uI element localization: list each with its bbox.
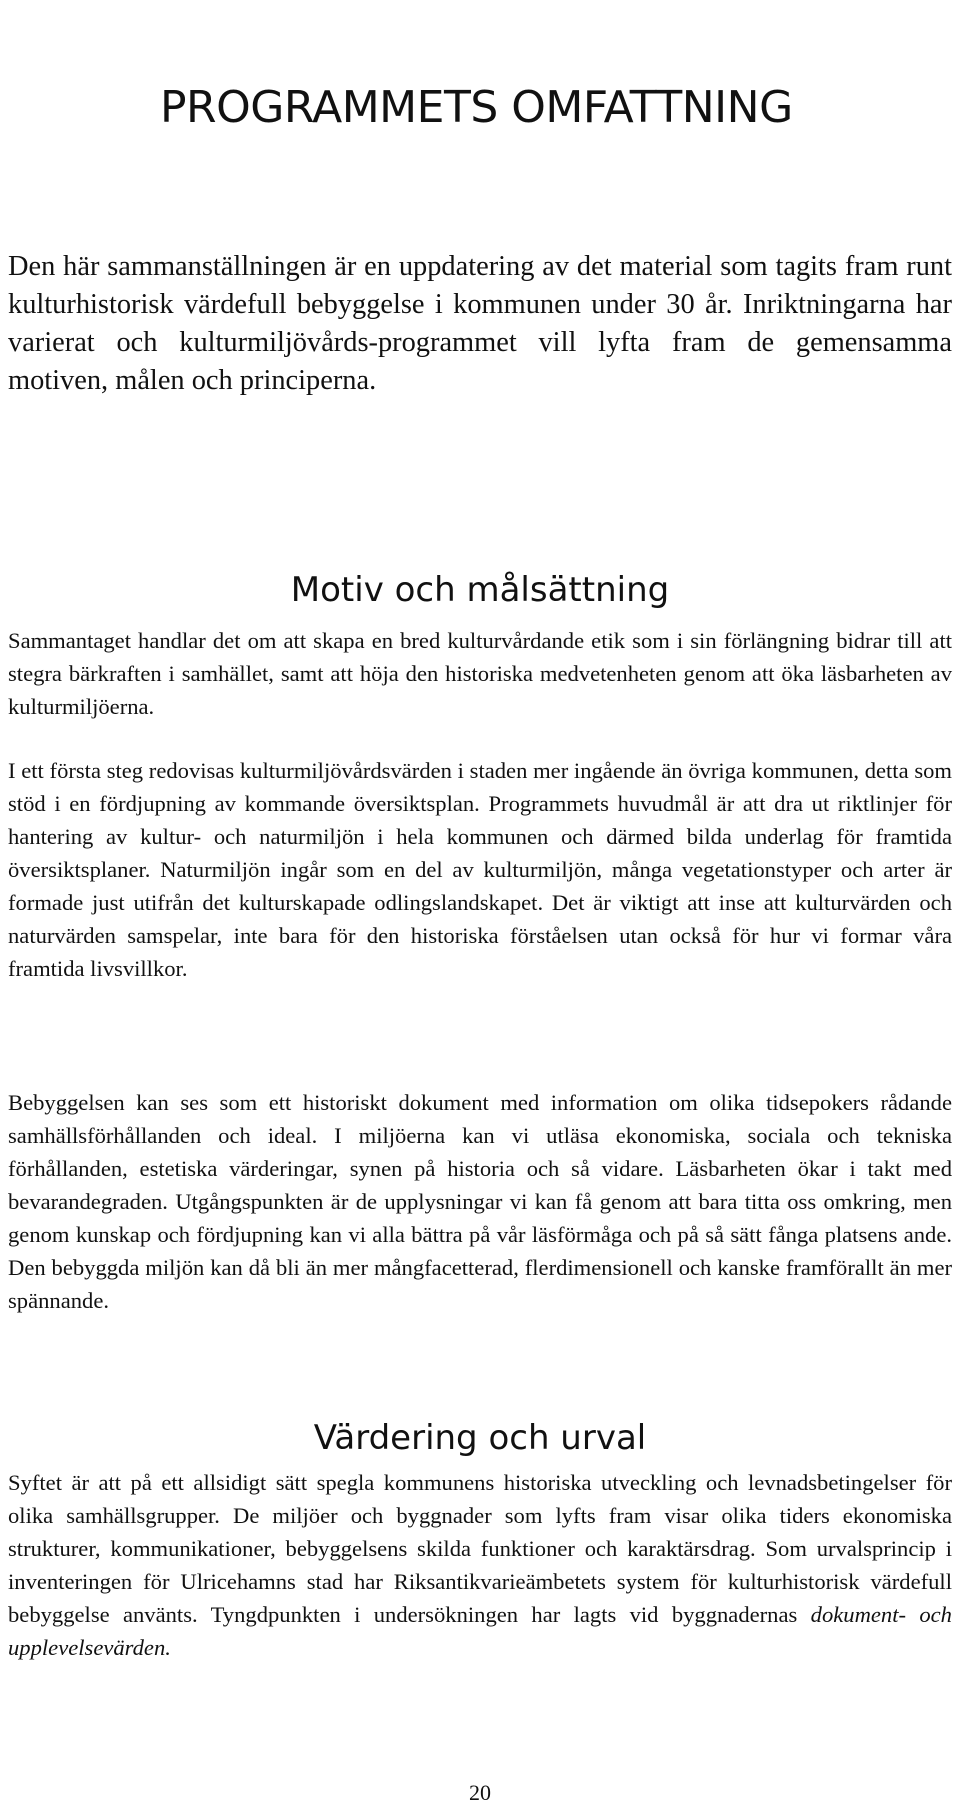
paragraph-motiv-1: Sammantaget handlar det om att skapa en bred kulturvårdande etik som i sin förlängning bidrar till att stegra bärkraften i samhället, samt att höja den historiska medvetenheten genom att öka läsbarheten av kulturmiljöerna. [8, 628, 952, 719]
page-title: PROGRAMMETS OMFATTNING [160, 82, 793, 133]
paragraph-vardering-italic: dokument- och upplevelsevärden. [8, 1602, 952, 1660]
intro-paragraph: Den här sammanställningen är en uppdatering av det material som tagits fram runt kulturhistorisk värdefull bebyggelse i kommunen under 30 år. Inriktningarna har varierat och kulturmiljövårds-programmet vill lyfta fram de gemensamma motiven, målen och principerna. [8, 251, 952, 396]
paragraph-motiv-2: I ett första steg redovisas kulturmiljövårdsvärden i staden mer ingående än övriga kommunen, detta som stöd i en fördjupning av kommande översiktsplan. Programmets huvudmål är att dra ut riktlinjer för hantering av kultur- och naturmiljön i hela kommunen och därmed bilda underlag för framtida översiktsplaner. Naturmiljön ingår som en del av kulturmiljön, många vegetationstyper och arter är formade just utifrån det kulturskapade odlingslandskapet. Det är viktigt att inse att kulturvärden och naturvärden samspelar, inte bara för den historiska förståelsen utan också för hur vi formar våra framtida livsvillkor. [8, 758, 952, 981]
paragraph-vardering [8, 1466, 952, 1664]
heading-motiv-och-malsattning: Motiv och målsättning [290, 570, 670, 610]
page-number: 20 [469, 1780, 491, 1805]
heading-vardering-och-urval: Värdering och urval [313, 1418, 647, 1458]
paragraph-vardering-text: Syftet är att på ett allsidigt sätt spegla kommunens historiska utveckling och levnadsbetingelser för olika samhällsgrupper. De miljöer och byggnader som lyfts fram visar olika tiders ekonomiska strukturer, kommunikationer, bebyggelsens skilda funktioner och karaktärsdrag. Som urvalsprincip i inventeringen för Ulricehamns stad har Riksantikvarieämbetets system för kulturhistorisk värdefull bebyggelse använts. Tyngdpunkten i undersökningen har lagts vid byggnadernas [8, 1470, 952, 1627]
paragraph-motiv-3: Bebyggelsen kan ses som ett historiskt dokument med information om olika tidsepokers rådande samhällsförhållanden och ideal. I miljöerna kan vi utläsa ekonomiska, sociala och tekniska förhållanden, estetiska värderingar, synen på historia och så vidare. Läsbarheten ökar i takt med bevarandegraden. Utgångspunkten är de upplysningar vi kan få genom att bara titta oss omkring, men genom kunskap och fördjupning kan vi alla bättra på vår läsförmåga och på så sätt fånga platsens ande. Den bebyggda miljön kan då bli än mer mångfacetterad, flerdimensionell och kanske framförallt än mer spännande. [8, 1090, 952, 1313]
